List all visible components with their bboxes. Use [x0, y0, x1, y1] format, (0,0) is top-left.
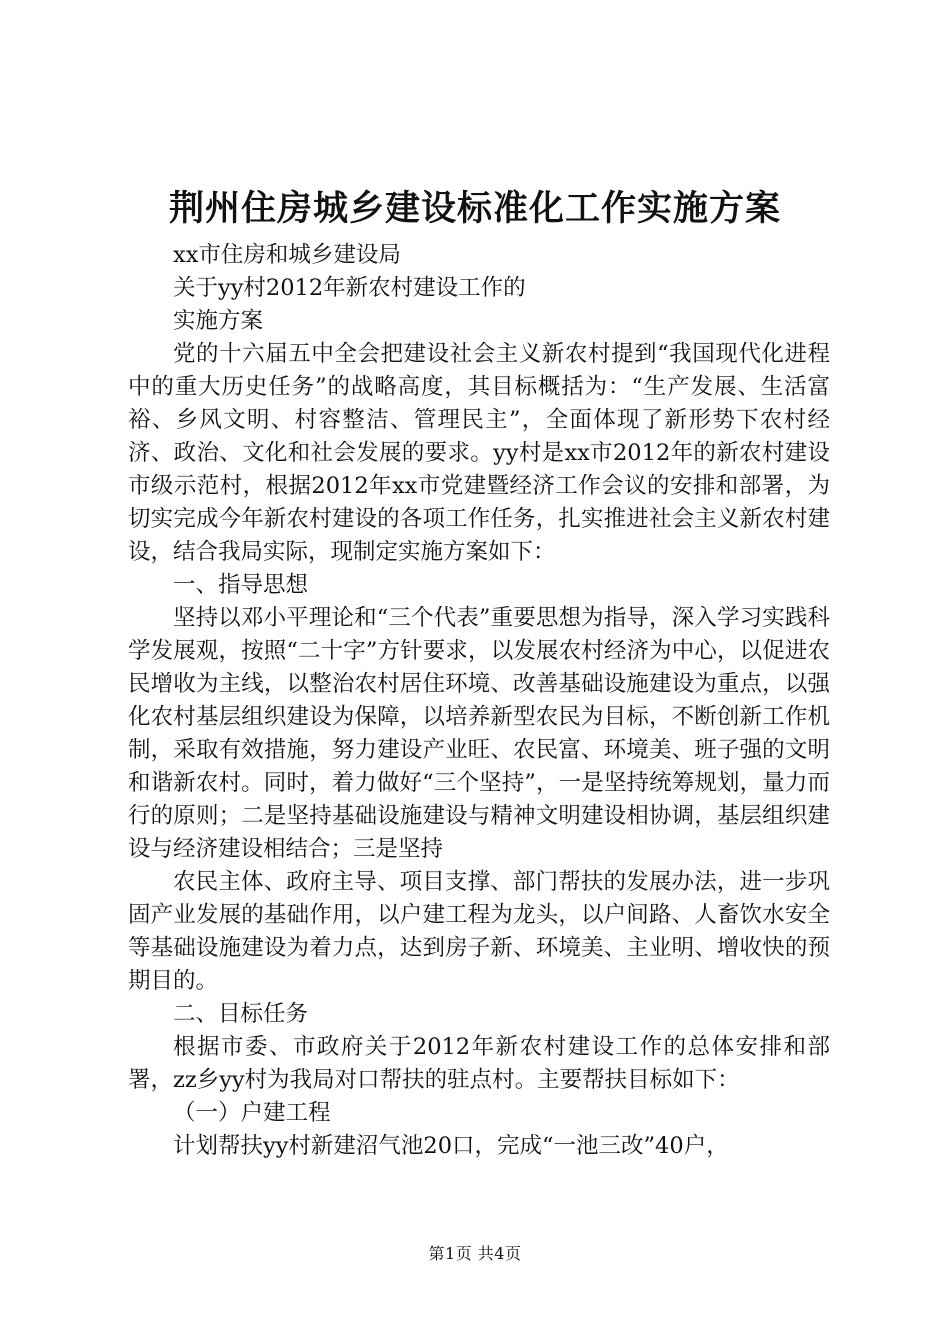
page-number-footer: 第1页 共4页 — [428, 1244, 522, 1263]
issuer-line: xx市住房和城乡建设局 — [173, 242, 401, 268]
goals-paragraph: 根据市委、市政府关于2012年新农村建设工作的总体安排和部署，zz乡yy村为我局对口帮扶的驻点村。主要帮扶目标如下： — [128, 1034, 830, 1093]
subject-line: 关于yy村2012年新农村建设工作的 — [173, 275, 526, 301]
guiding-thought-paragraph-2: 农民主体、政府主导、项目支撑、部门帮扶的发展办法，进一步巩固产业发展的基础作用，以户建工程为龙头，以户间路、人畜饮水安全等基础设施建设为着力点，达到房子新、环境美、主业明、增收快的预期目的。 — [128, 869, 830, 994]
document-title: 荆州住房城乡建设标准化工作实施方案 — [168, 188, 781, 229]
subject-line-2: 实施方案 — [173, 308, 264, 334]
intro-paragraph: 党的十六届五中全会把建设社会主义新农村提到“我国现代化进程中的重大历史任务”的战略高度，其目标概括为：“生产发展、生活富裕、乡风文明、村容整洁、管理民主”，全面体现了新形势下农村经济、政治、文化和社会发展的要求。yy村是xx市2012年的新农村建设市级示范村，根据2012年xx市党建暨经济工作会议的安排和部署，为切实完成今年新农村建设的各项工作任务，扎实推进社会主义新农村建设，结合我局实际，现制定实施方案如下： — [128, 341, 830, 565]
section-heading-guiding-thought: 一、指导思想 — [173, 572, 309, 598]
section-heading-goals: 二、目标任务 — [173, 1001, 309, 1027]
document-body — [128, 239, 830, 1163]
household-paragraph: 计划帮扶yy村新建沼气池20口，完成“一池三改”40户， — [173, 1133, 729, 1159]
guiding-thought-paragraph: 坚持以邓小平理论和“三个代表”重要思想为指导，深入学习实践科学发展观，按照“二十字”方针要求，以发展农村经济为中心，以促进农民增收为主线，以整治农村居住环境、改善基础设施建设为重点，以强化农村基层组织建设为保障，以培养新型农民为目标，不断创新工作机制，采取有效措施，努力建设产业旺、农民富、环境美、班子强的文明和谐新农村。同时，着力做好“三个坚持”，一是坚持统筹规划，量力而行的原则；二是坚持基础设施建设与精神文明建设相协调，基层组织建设与经济建设相结合；三是坚持 — [128, 605, 830, 862]
subsection-heading-household: （一）户建工程 — [173, 1100, 331, 1126]
